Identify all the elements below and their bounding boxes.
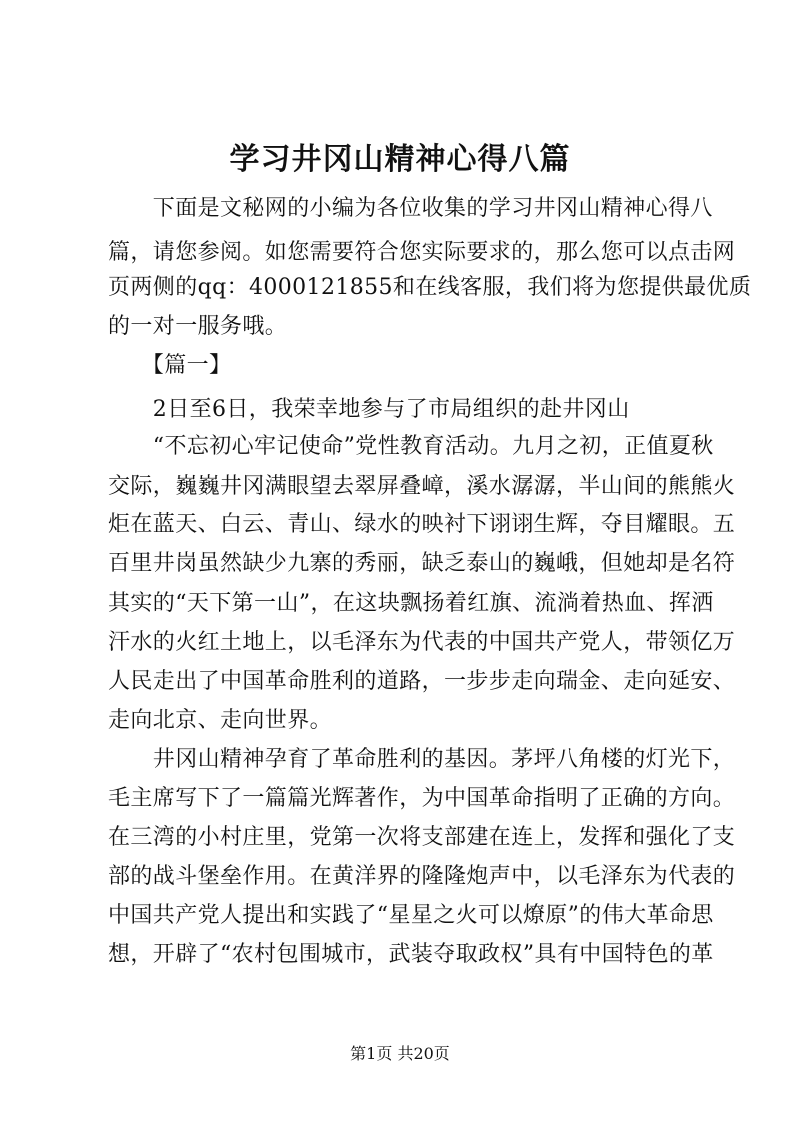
paragraph-line: 井冈山精神孕育了革命胜利的基因。茅坪八角楼的灯光下， xyxy=(108,747,736,772)
paragraph-line: 篇，请您参阅。如您需要符合您实际要求的，那么您可以点击网 xyxy=(108,240,736,265)
paragraph-line: 在三湾的小村庄里，党第一次将支部建在连上，发挥和强化了支 xyxy=(108,825,736,850)
paragraph-line: 下面是文秘网的小编为各位收集的学习井冈山精神心得八 xyxy=(108,196,713,221)
paragraph-line: 炬在蓝天、白云、青山、绿水的映衬下诩诩生辉，夺目耀眼。五 xyxy=(108,512,736,537)
paragraph-line: 人民走出了中国革命胜利的道路，一步步走向瑞金、走向延安、 xyxy=(108,669,736,694)
paragraph-line: 的一对一服务哦。 xyxy=(108,314,288,339)
paragraph-line: 毛主席写下了一篇篇光辉著作，为中国革命指明了正确的方向。 xyxy=(108,786,736,811)
paragraph-line: 想，开辟了“农村包围城市，武装夺取政权”具有中国特色的革 xyxy=(108,942,714,967)
paragraph-line: 其实的“天下第一山”，在这块飘扬着红旗、流淌着热血、挥洒 xyxy=(108,591,714,616)
paragraph-line: 走向北京、走向世界。 xyxy=(108,708,333,733)
paragraph-line: 页两侧的qq：4000121855和在线客服，我们将为您提供最优质 xyxy=(108,275,752,300)
document-title: 学习井冈山精神心得八篇 xyxy=(229,142,571,177)
paragraph-line: 汗水的火红土地上，以毛泽东为代表的中国共产党人，带领亿万 xyxy=(108,630,736,655)
paragraph-line: “不忘初心牢记使命”党性教育活动。九月之初，正值夏秋 xyxy=(108,434,714,459)
section-heading: 【篇一】 xyxy=(108,353,232,378)
paragraph-line: 部的战斗堡垒作用。在黄洋界的隆隆炮声中，以毛泽东为代表的 xyxy=(108,864,736,889)
paragraph-line: 2日至6日，我荣幸地参与了市局组织的赴井冈山 xyxy=(108,397,630,422)
page-number-footer: 第1页 共20页 xyxy=(350,1044,450,1063)
paragraph-line: 百里井岗虽然缺少九寨的秀丽，缺乏泰山的巍峨，但她却是名符 xyxy=(108,551,736,576)
paragraph-line: 中国共产党人提出和实践了“星星之火可以燎原”的伟大革命思 xyxy=(108,903,714,928)
paragraph-line: 交际，巍巍井冈满眼望去翠屏叠嶂，溪水潺潺，半山间的熊熊火 xyxy=(108,474,736,499)
